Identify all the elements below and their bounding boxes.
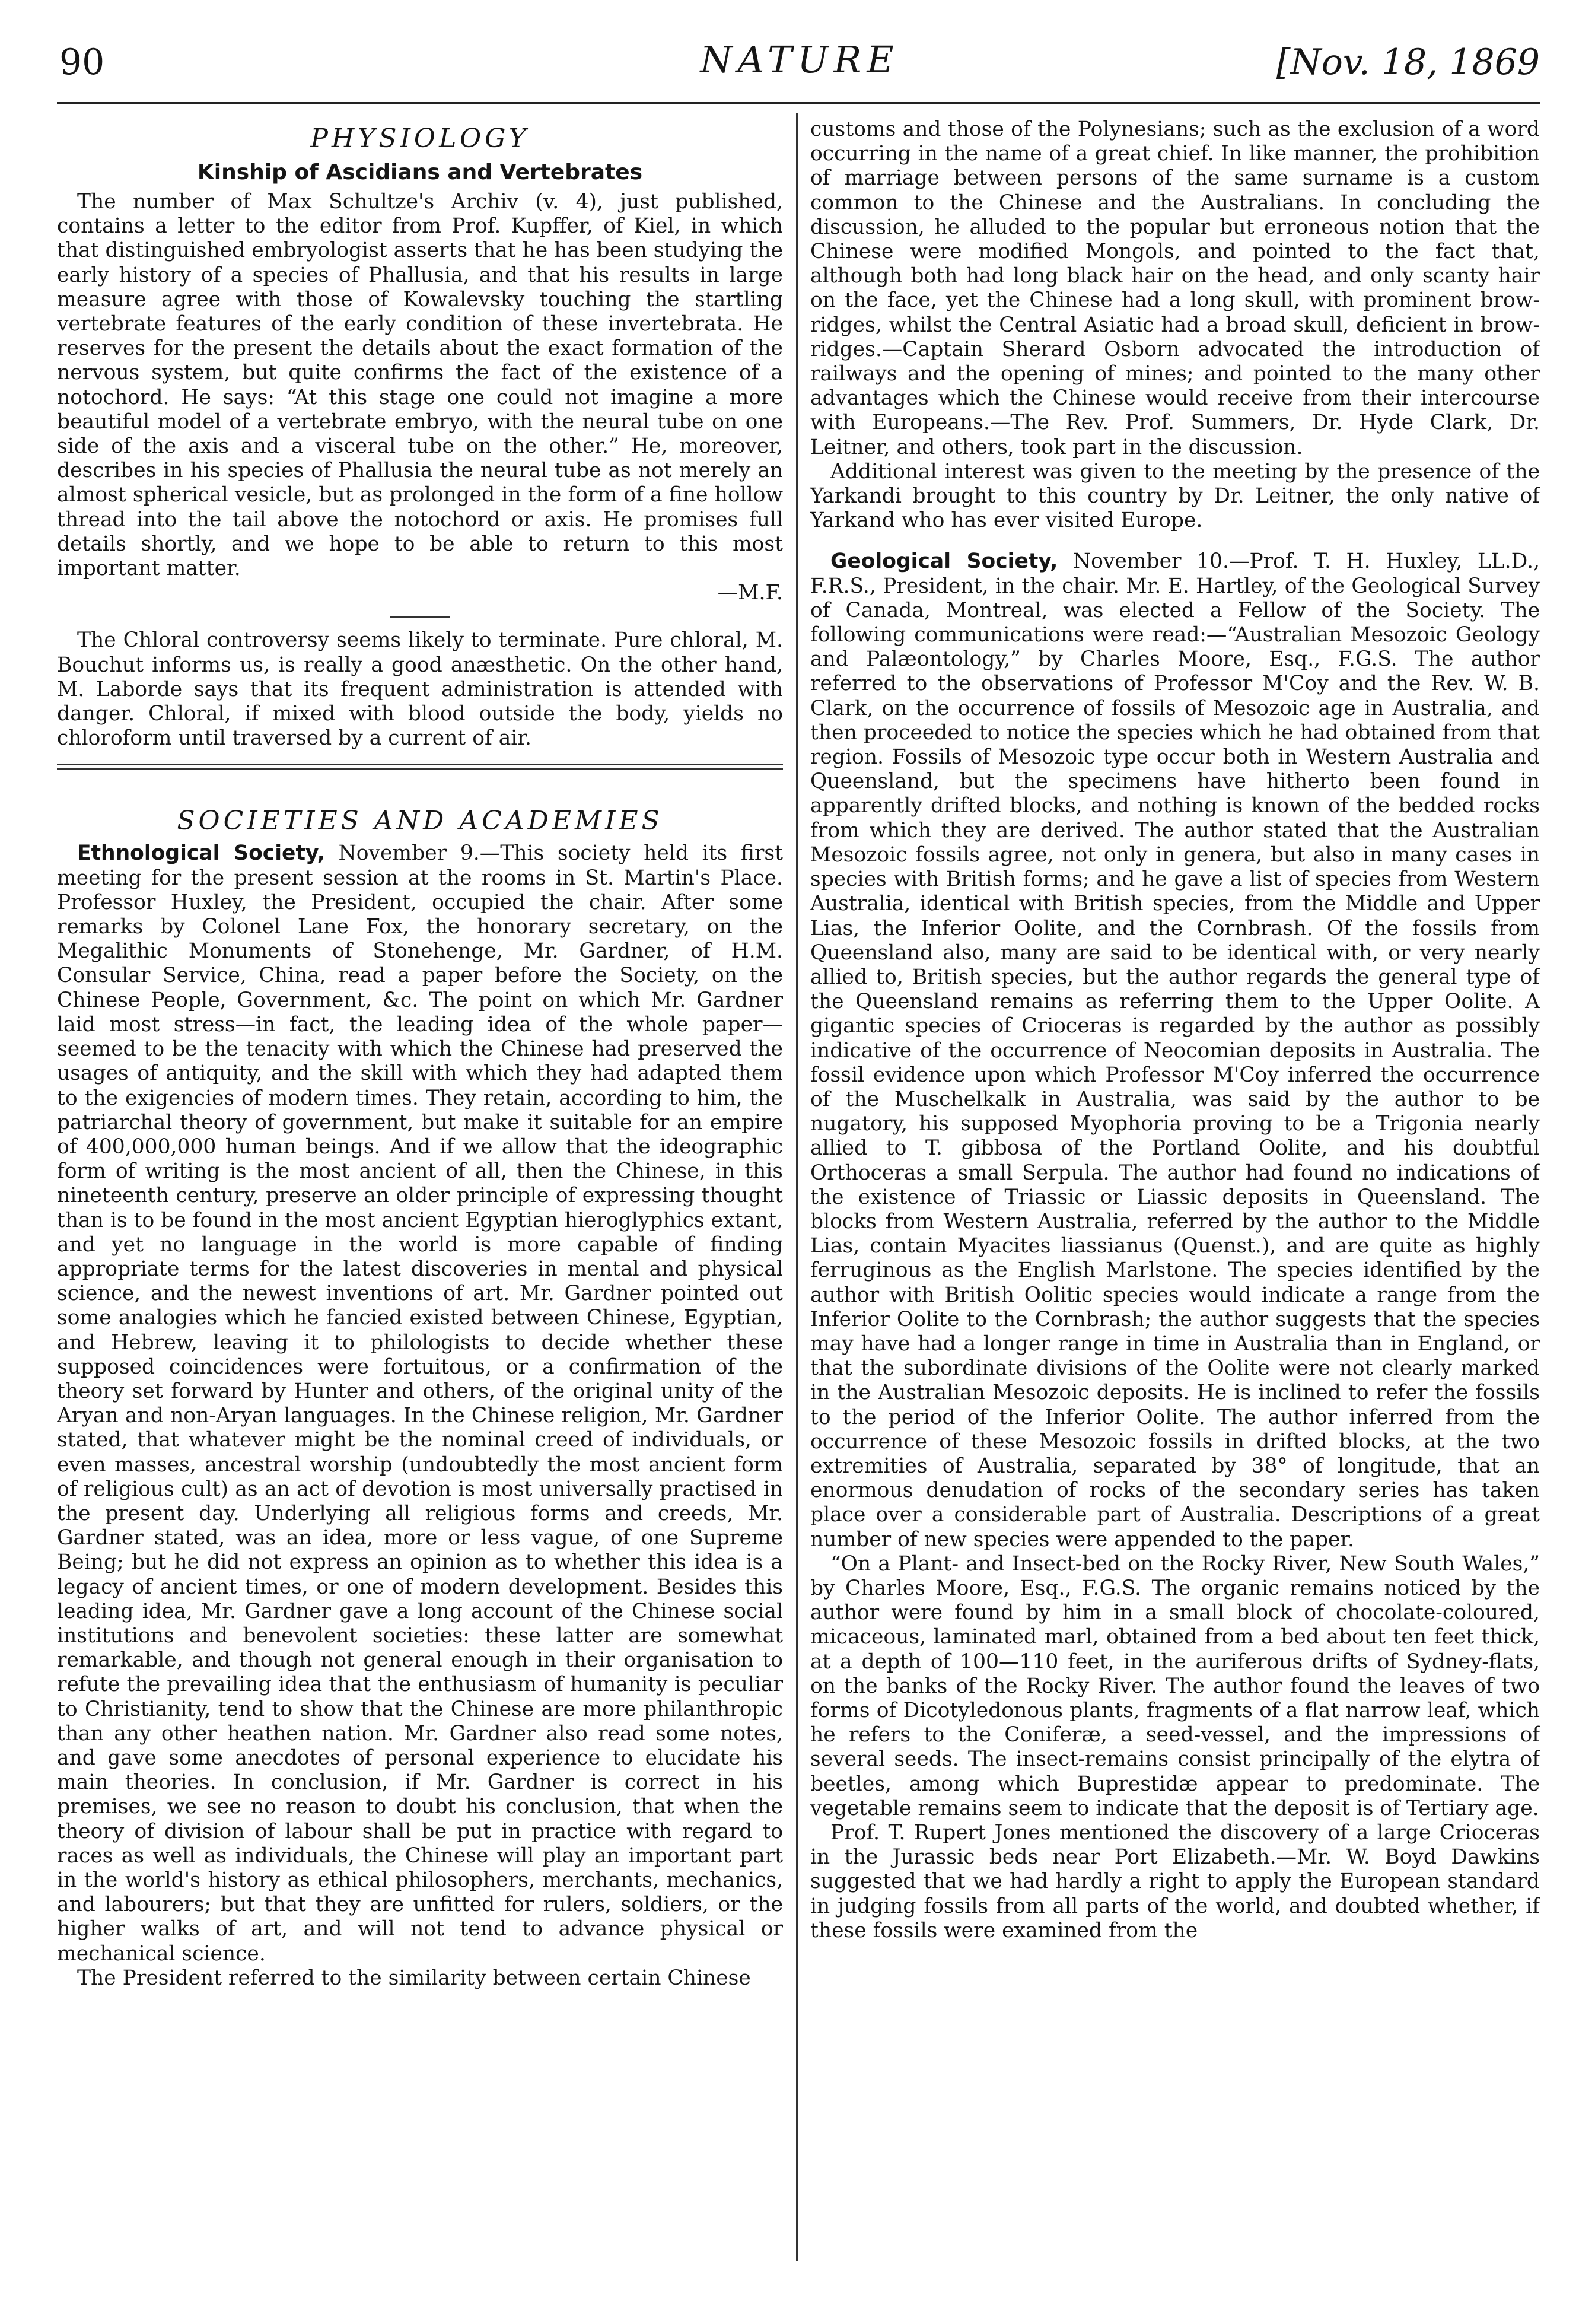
- left-column: [57, 117, 783, 2259]
- author-signature: —M.F.: [717, 581, 783, 605]
- article-title: Kinship of Ascidians and Vertebrates: [197, 160, 643, 185]
- ethnological-report-text: November 9.—This society held its first meeting for the present session at the rooms in St. Martin's Place. Professor Huxley, the President, occupied the chair. After some remarks by Colonel Lane Fox, the honorary secretary, on the Megalithic Monuments of Stonehenge, Mr. Gardner, of H.M. Consular Service, China, read a paper before the Society, on the Chinese People, Government, &c. The point on which Mr. Gardner laid most stress—in fact, the leading idea of the whole paper—seemed to be the tenacity with which the Chinese had preserved the usages of antiquity, and the skill with which they had adapted them to the exigencies of modern times. They retain, according to him, the patriarchal theory of government, but make it suitable for an empire of 400,000,000 human beings. And if we allow that the ideographic form of writing is the most ancient of all, then the Chinese, in this nineteenth century, preserve an older principle of expressing thought than is to be found in the most ancient Egyptian hieroglyphics extant, and yet no language in the world is more capable of finding appropriate terms for the latest discoveries in mental and physical science, and the newest inventions of art. Mr. Gardner pointed out some analogies which he fancied existed between Chinese, Egyptian, and Hebrew, leaving it to philologists to decide whether these supposed coincidences were fortuitous, or a confirmation of the theory set forward by Hunter and others, of the original unity of the Aryan and non-Aryan languages. In the Chinese religion, Mr. Gardner stated, that whatever might be the nominal creed of individuals, or even masses, ancestral worship (undoubtedly the most ancient form of religious cult) as an act of devotion is most universally practised in the present day. Underlying all religious forms and creeds, Mr. Gardner stated, was an idea, more or less vague, of one Supreme Being; but he did not express an opinion as to whether this idea is a legacy of ancient times, or one of modern development. Besides this leading idea, Mr. Gardner gave a long account of the Chinese social institutions and benevolent societies: these latter are somewhat remarkable, and though not general enough in their organisation to refute the prevailing idea that the enthusiasm of humanity is peculiar to Christianity, tend to show that the Chinese are more philanthropic than any other heathen nation. Mr. Gardner also read some notes, and gave some anecdotes of personal experience to elucidate his main theories. In conclusion, if Mr. Gardner is correct in his premises, we see no reason to doubt his conclusion, that when the theory of division of labour shall be put in practice with regard to races as well as individuals, the Chinese will play an important part in the world's history as ethical philosophers, merchants, mechanics, and labourers; but that they are unfitted for rulers, soldiers, or the higher walks of art, and will not tend to advance physical or mechanical science.: [57, 841, 783, 1966]
- societies-heading: SOCIETIES AND ACADEMIES: [177, 806, 663, 837]
- geological-society-name: Geological Society,: [830, 549, 1058, 574]
- geological-paragraph: “On a Plant- and Insect-bed on the Rocky River, New South Wales,” by Charles Moore, Esq., F.G.S. The organic remains noticed by the author were found by him in a small block of chocolate-coloured, micaceous, laminated marl, obtained from a bed about ten feet thick, at a depth of 100—110 feet, in the auriferous drifts of Sydney-flats, on the banks of the Rocky River. The author found the leaves of two forms of Dicotyledonous plants, fragments of a flat narrow leaf, which he refers to the Coniferæ, a seed-vessel, and the impressions of several seeds. The insect-remains consist principally of the elytra of beetles, among which Buprestidæ appear to predominate. The vegetable remains seem to indicate that the deposit is of Tertiary age.: [810, 1552, 1540, 1820]
- geological-paragraph: Prof. T. Rupert Jones mentioned the discovery of a large Crioceras in the Jurassic beds near Port Elizabeth.—Mr. W. Boyd Dawkins suggested that we had hardly a right to apply the European standard in judging fossils from all parts of the world, and doubted whether, if these fossils were examined from the: [810, 1821, 1540, 1943]
- ethnological-paragraph: Additional interest was given to the meeting by the presence of the Yarkandi brought to this country by Dr. Leitner, the only native of Yarkand who has ever visited Europe.: [810, 459, 1540, 533]
- section-divider: [57, 764, 783, 770]
- ethnological-continuation: customs and those of the Polynesians; such as the exclusion of a word occurring in the name of a great chief. In like manner, the prohibition of marriage between persons of the same surname is a custom common to the Chinese and the Australians. In concluding the discussion, he alluded to the popular but erroneous notion that the Chinese were modified Mongols, and pointed to the fact that, although both had long black hair on the head, and only scanty hair on the face, yet the Chinese had a long skull, with prominent brow-ridges, whilst the Central Asiatic had a broad skull, deficient in brow-ridges.—Captain Sherard Osborn advocated the introduction of railways and the opening of mines; and pointed to the many other advantages which the Chinese would receive from their intercourse with Europeans.—The Rev. Prof. Summers, Dr. Hyde Clark, Dr. Leitner, and others, took part in the discussion.: [810, 117, 1540, 459]
- chloral-paragraph: The Chloral controversy seems likely to terminate. Pure chloral, M. Bouchut informs us, is really a good anæsthetic. On the other hand, M. Laborde says that its frequent administration is attended with danger. Chloral, if mixed with blood outside the body, yields no chloroform until traversed by a current of air.: [57, 628, 783, 751]
- physiology-heading: PHYSIOLOGY: [310, 123, 530, 154]
- short-divider: [390, 616, 450, 618]
- header-rule: [57, 102, 1540, 104]
- page-number: 90: [59, 42, 105, 83]
- ethnological-society-name: Ethnological Society,: [77, 841, 325, 866]
- paragraph-gap: [810, 533, 1540, 549]
- right-column: [810, 117, 1540, 2259]
- page-header: [59, 34, 1540, 88]
- issue-date: [Nov. 18, 1869: [1276, 42, 1540, 83]
- ethnological-paragraph: The President referred to the similarity between certain Chinese: [77, 1966, 751, 1990]
- geological-report-text: November 10.—Prof. T. H. Huxley, LL.D., F.R.S., President, in the chair. Mr. E. Hartley, of the Geological Survey of Canada, Montreal, was elected a Fellow of the Society. The following communications were read:—“Australian Mesozoic Geology and Palæontology,” by Charles Moore, Esq., F.G.S. The author referred to the observations of Professor M'Coy and the Rev. W. B. Clark, on the occurrence of fossils of Mesozoic age in Australia, and then proceeded to notice the species which he had obtained from that region. Fossils of Mesozoic type occur both in Western Australia and Queensland, but the specimens have hitherto been found in apparently drifted blocks, and nothing is known of the bedded rocks from which they are derived. The author stated that the Australian Mesozoic fossils agree, not only in genera, but also in many cases in species with British forms; and he gave a list of species from Western Australia, identical with British species, from the Middle and Upper Lias, the Inferior Oolite, and the Cornbrash. Of the fossils from Queensland also, many are said to be identical with, or very nearly allied to, British species, but the author regards the general type of the Queensland remains as referring them to the Upper Oolite. A gigantic species of Crioceras is regarded by the author as possibly indicative of the occurrence of Neocomian deposits in Australia. The fossil evidence upon which Professor M'Coy inferred the occurrence of the Muschelkalk in Australia, was said by the author to be nugatory, his supposed Myophoria proving to be a Trigonia nearly allied to T. gibbosa of the Portland Oolite, and his doubtful Orthoceras a small Serpula. The author had found no indications of the existence of Triassic or Liassic deposits in Queensland. The blocks from Western Australia, referred by the author to the Middle Lias, contain Myacites liassianus (Quenst.), and are quite as highly ferruginous as the English Marlstone. The species identified by the author with British Oolitic species would indicate a range from the Inferior Oolite to the Cornbrash; the author suggests that the species may have had a longer range in time in Australia than in England, or that the subordinate divisions of the Oolite were not clearly marked in the Australian Mesozoic deposits. He is inclined to refer the fossils to the period of the Inferior Oolite. The author inferred from the occurrence of these Mesozoic fossils in drifted blocks, at the two extremities of Australia, separated by 38° of longitude, that an enormous denudation of rocks of the secondary series has taken place over a considerable part of Australia. Descriptions of a great number of new species were appended to the paper.: [810, 549, 1540, 1552]
- ethnological-report: [57, 841, 783, 1966]
- column-divider: [796, 113, 798, 2261]
- geological-report: [810, 549, 1540, 1552]
- journal-title: NATURE: [700, 38, 899, 81]
- physiology-paragraph: The number of Max Schultze's Archiv (v. 4), just published, contains a letter to the editor from Prof. Kupffer, of Kiel, in which that distinguished embryologist asserts that he has been studying the early history of a species of Phallusia, and that his results in large measure agree with those of Kowalevsky touching the startling vertebrate features of the early condition of these invertebrata. He reserves for the present the details about the exact formation of the nervous system, but quite confirms the fact of the existence of a notochord. He says: “At this stage one could not imagine a more beautiful model of a vertebrate embryo, with the neural tube on one side of the axis and a visceral tube on the other.” He, moreover, describes in his species of Phallusia the neural tube as not merely an almost spherical vesicle, but as prolonged in the form of a fine hollow thread into the tail above the notochord or axis. He promises full details shortly, and we hope to be able to return to this most important matter.: [57, 190, 783, 581]
